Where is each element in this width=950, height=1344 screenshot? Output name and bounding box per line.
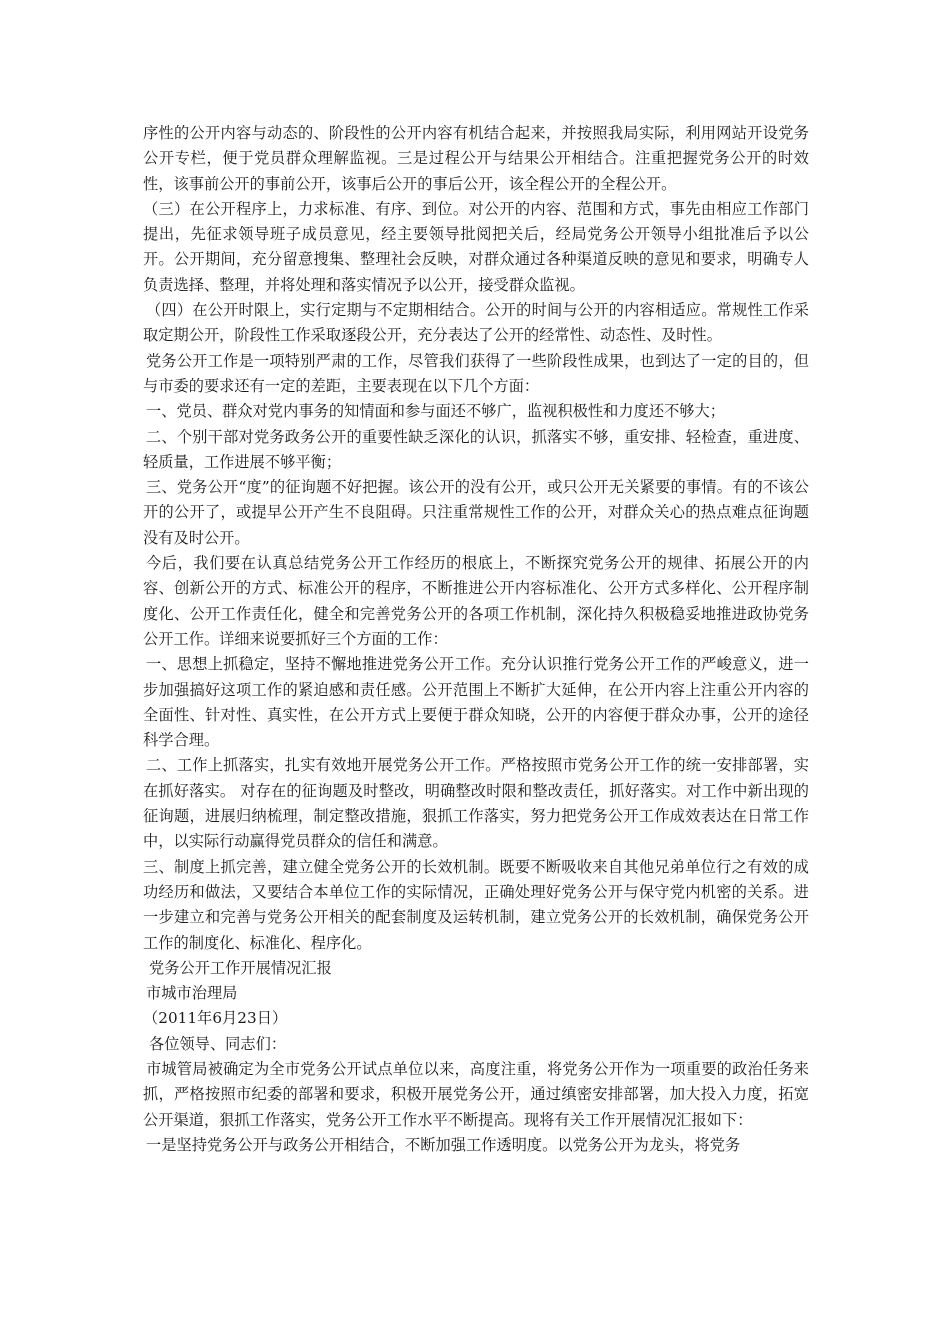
report-salutation: 各位领导、同志们： (149, 1034, 287, 1053)
paragraph-shortcomings-intro: 党务公开工作是一项特别严肃的工作，尽管我们获得了一些阶段性成果，也到达了一定的目的，但与市委的要求还有一定的差距，主要表现在以下几个方面： (143, 351, 809, 395)
paragraph-continuation: 序性的公开内容与动态的、阶段性的公开内容有机结合起来，并按照我局实际，利用网站开设党务公开专栏，便于党员群众理解监视。三是过程公开与结果公开相结合。注重把握党务公开的时效性，该事前公开的事前公开，该事后公开的事后公开，该全程公开的全程公开。 (143, 124, 809, 193)
paragraph-plan-two: 二、工作上抓落实，扎实有效地开展党务公开工作。严格按照市党务公开工作的统一安排部署，实在抓好落实。 对存在的征询题及时整改，明确整改时限和整改责任，抓好落实。对工作中新出现的征询题，进展归纳梳理，制定整改措施，狠抓工作落实，努力把党务公开工作成效表达在日常工作中，以实际行动赢得党员群众的信任和满意。 (143, 756, 809, 851)
paragraph-section-four: （四）在公开时限上，实行定期与不定期相结合。公开的时间与公开的内容相适应。常规性工作采取定期公开，阶段性工作采取逐段公开，充分表达了公开的经常性、动态性、及时性。 (143, 301, 809, 345)
paragraph-section-three: （三）在公开程序上，力求标准、有序、到位。对公开的内容、范围和方式，事先由相应工作部门提出，先征求领导班子成员意见，经主要领导批阅把关后，经局党务公开领导小组批准后予以公开。公开期间，充分留意搜集、整理社会反映，对群众通过各种渠道反映的意见和要求，明确专人负责选择、整理，并将处理和落实情况予以公开，接受群众监视。 (143, 199, 809, 294)
paragraph-shortcoming-three: 三、党务公开“度”的征询题不好把握。该公开的没有公开，或只公开无关紧要的事情。有的不该公开的公开了，或提早公开产生不良阻碍。只注重常规性工作的公开，对群众关心的热点难点征询题没有及时公开。 (143, 478, 809, 547)
report-date: （2011年6月23日） (143, 1009, 288, 1028)
paragraph-report-point-one: 一是坚持党务公开与政务公开相结合，不断加强工作透明度。以党务公开为龙头，将党务 (146, 1135, 741, 1154)
paragraph-plan-one: 一、思想上抓稳定，坚持不懈地推进党务公开工作。充分认识推行党务公开工作的严峻意义，进一步加强搞好这项工作的紧迫感和责任感。公开范围上不断扩大延伸，在公开内容上注重公开内容的全面性、针对性、真实性，在公开方式上要便于群众知晓，公开的内容便于群众办事，公开的途径科学合理。 (143, 655, 809, 750)
paragraph-future-plan: 今后，我们要在认真总结党务公开工作经历的根底上，不断探究党务公开的规律、拓展公开的内容、创新公开的方式、标准公开的程序，不断推进公开内容标准化、公开方式多样化、公开程序制度化、公开工作责任化，健全和完善党务公开的各项工作机制，深化持久积极稳妥地推进政协党务公开工作。详细来说要抓好三个方面的工作： (143, 554, 809, 648)
paragraph-shortcoming-two: 二、个别干部对党务政务公开的重要性缺乏深化的认识，抓落实不够，重安排、轻检查，重进度、轻质量，工作进展不够平衡； (143, 427, 809, 471)
paragraph-plan-three: 三、制度上抓完善，建立健全党务公开的长效机制。既要不断吸收来自其他兄弟单位行之有效的成功经历和做法，又要结合本单位工作的实际情况，正确处理好党务公开与保守党内机密的关系。进一步建立和完善与党务公开相关的配套制度及运转机制，建立党务公开的长效机制，确保党务公开工作的制度化、标准化、程序化。 (143, 857, 809, 952)
report-organization: 市城市治理局 (146, 984, 238, 1003)
document-body (143, 121, 809, 1158)
paragraph-shortcoming-one: 一、党员、群众对党内事务的知情面和参与面还不够广，监视积极性和力度还不够大； (146, 402, 726, 421)
paragraph-report-intro: 市城管局被确定为全市党务公开试点单位以来，高度注重，将党务公开作为一项重要的政治任务来抓，严格按照市纪委的部署和要求，积极开展党务公开，通过缜密安排部署，加大投入力度，拓宽公开渠道，狠抓工作落实，党务公开工作水平不断提高。现将有关工作开展情况汇报如下： (143, 1059, 809, 1129)
report-title: 党务公开工作开展情况汇报 (149, 958, 332, 977)
